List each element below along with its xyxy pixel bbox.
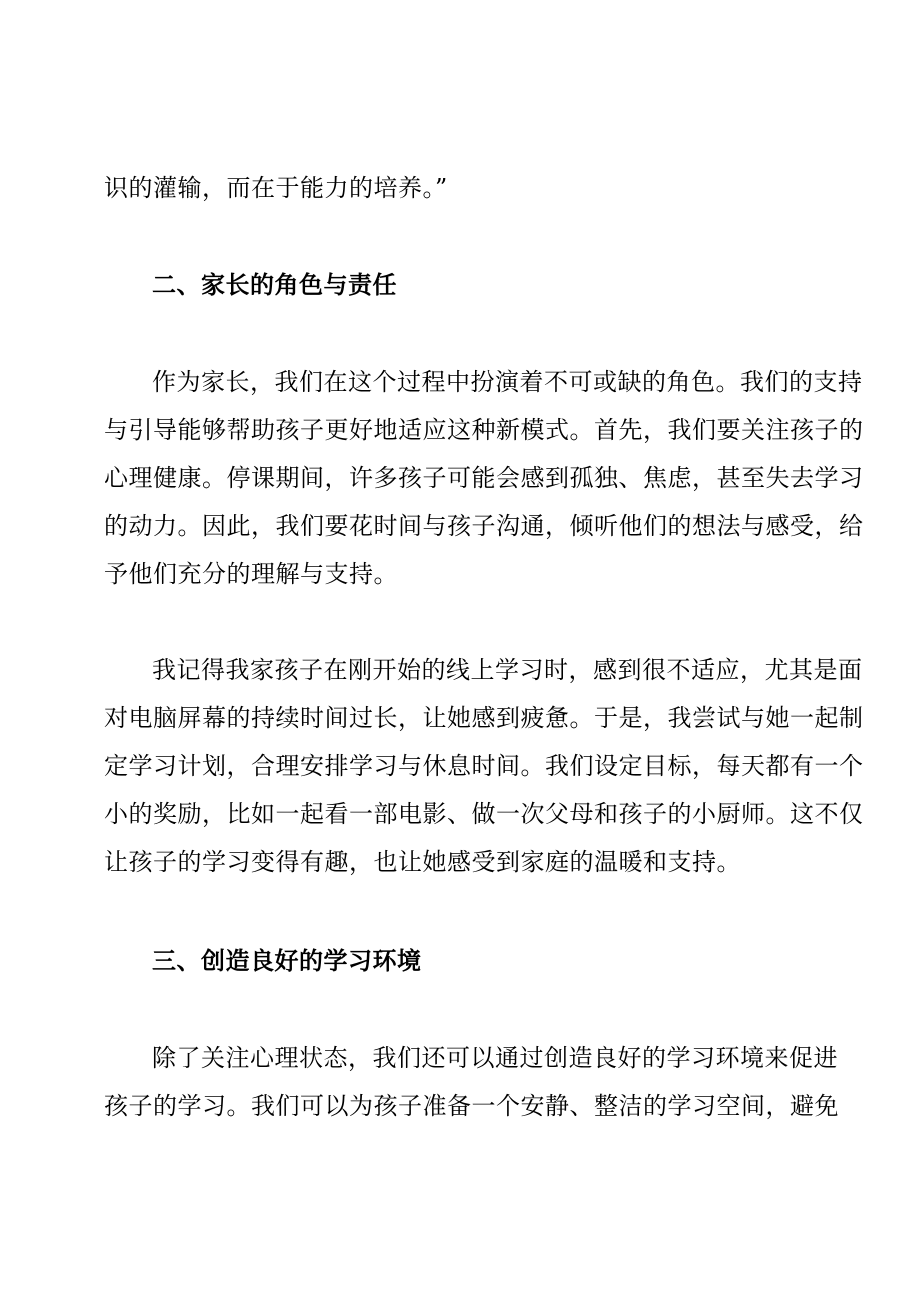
paragraph-line: 让孩子的学习变得有趣，也让她感受到家庭的温暖和支持。 bbox=[104, 848, 741, 876]
paragraph-line: 予他们充分的理解与支持。 bbox=[104, 560, 398, 588]
paragraph-line: 心理健康。停课期间，许多孩子可能会感到孤独、焦虑，甚至失去学习 bbox=[104, 464, 864, 492]
section-heading-2: 二、家长的角色与责任 bbox=[152, 270, 397, 299]
paragraph-line: 对电脑屏幕的持续时间过长，让她感到疲惫。于是，我尝试与她一起制 bbox=[104, 704, 864, 732]
paragraph-line: 的动力。因此，我们要花时间与孩子沟通，倾听他们的想法与感受，给 bbox=[104, 512, 864, 540]
paragraph-line: 作为家长，我们在这个过程中扮演着不可或缺的角色。我们的支持 bbox=[152, 368, 863, 396]
paragraph-line: 小的奖励，比如一起看一部电影、做一次父母和孩子的小厨师。这不仅 bbox=[104, 800, 864, 828]
paragraph-line: 除了关注心理状态，我们还可以通过创造良好的学习环境来促进 bbox=[152, 1044, 838, 1072]
paragraph-line: 定学习计划，合理安排学习与休息时间。我们设定目标，每天都有一个 bbox=[104, 752, 864, 780]
paragraph-line: 与引导能够帮助孩子更好地适应这种新模式。首先，我们要关注孩子的 bbox=[104, 416, 864, 444]
paragraph-line: 我记得我家孩子在刚开始的线上学习时，感到很不适应，尤其是面 bbox=[152, 656, 863, 684]
paragraph-line: 识的灌输，而在于能力的培养。” bbox=[104, 174, 448, 202]
section-heading-3: 三、创造良好的学习环境 bbox=[152, 946, 422, 975]
paragraph-line: 孩子的学习。我们可以为孩子准备一个安静、整洁的学习空间，避免 bbox=[104, 1092, 839, 1120]
